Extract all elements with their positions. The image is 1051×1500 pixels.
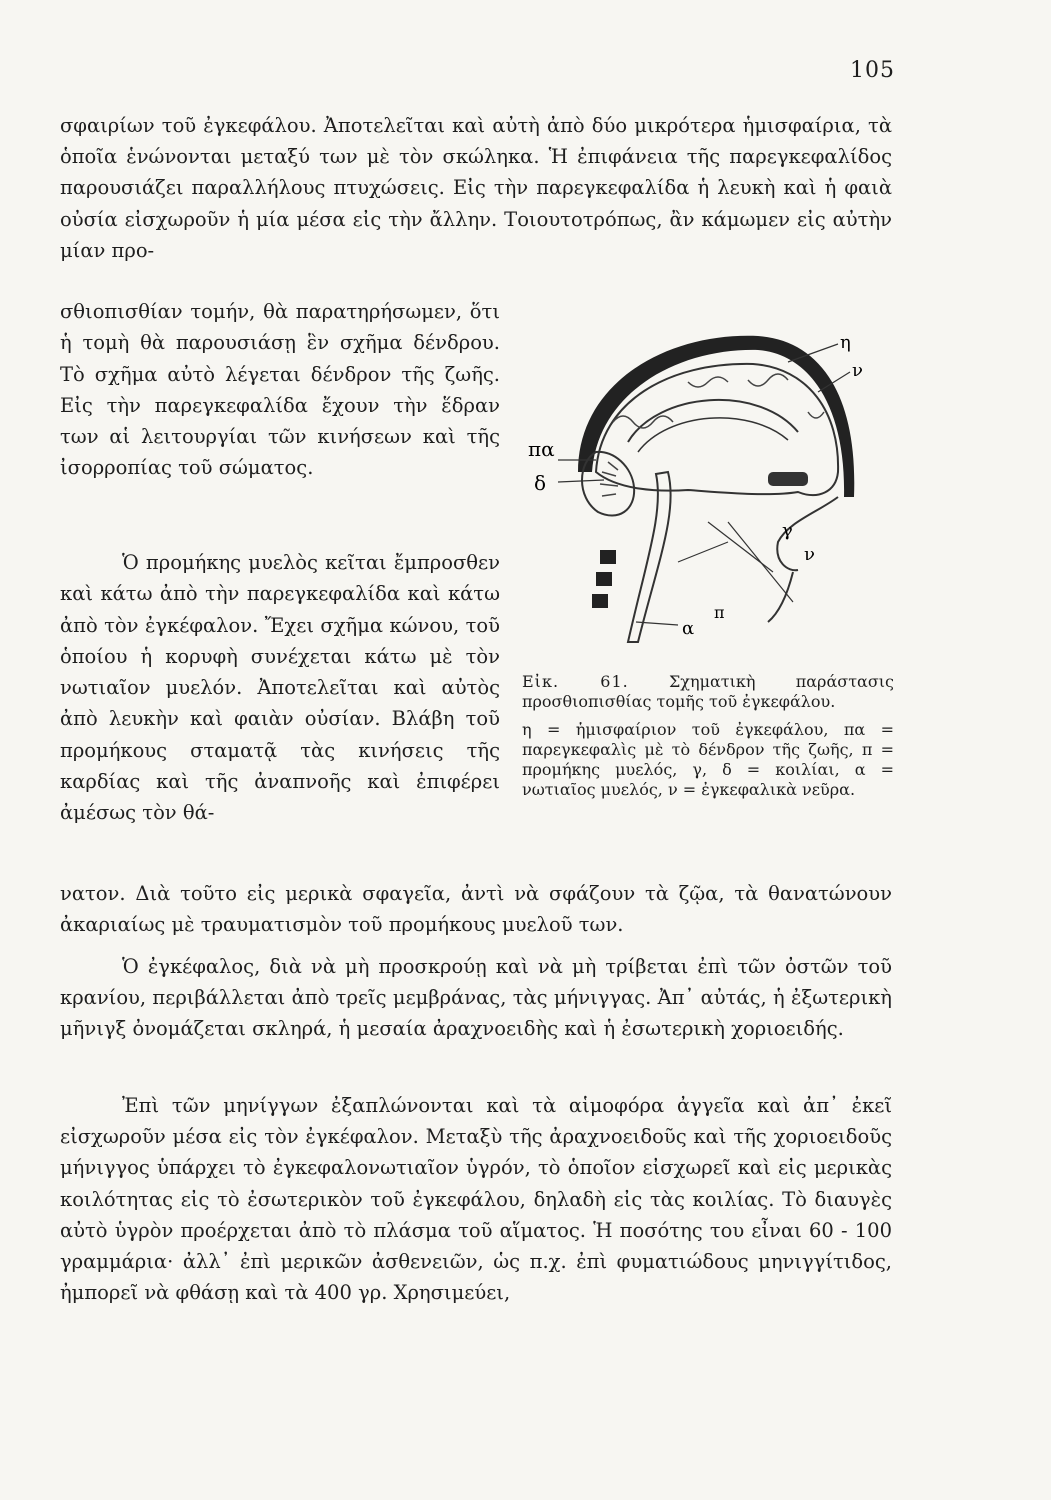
label-delta: δ	[534, 471, 547, 495]
label-pa: πα	[528, 437, 555, 461]
vertebra	[592, 594, 608, 608]
brain-section-drawing	[518, 322, 898, 662]
inner-arc	[638, 418, 788, 452]
caption-title-rest: Σχηματικὴ παράστασις προσθιοπισθίας τομῆς τοῦ ἐγκεφάλου.	[522, 672, 894, 711]
paragraph-meninges: Ὁ ἐγκέφαλος, διὰ νὰ μὴ προσκρούῃ καὶ νὰ μὴ τρίβεται ἐπὶ τῶν ὀστῶν τοῦ κρανίου, περιβάλλεται ἀπὸ τρεῖς μεμβράνας, τὰς μήνιγγας. Ἀπ᾽ αὐτάς, ἡ ἐξωτερικὴ μῆνιγξ ὀνομάζεται σκληρά, ἡ μεσαία ἀραχνοειδὴς καὶ ἡ ἐσωτερικὴ χοριοειδής.	[60, 955, 892, 1041]
caption-title-lead: Εἰκ. 61.	[522, 672, 629, 691]
paragraph-medulla-continued: νατον. Διὰ τοῦτο εἰς μερικὰ σφαγεῖα, ἀντὶ νὰ σφάζουν τὰ ζῷα, τὰ θανατώνουν ἀκαριαίως μὲ τραυματισμὸν τοῦ προμήκους μυελοῦ των.	[60, 882, 892, 937]
label-pi: π	[714, 603, 725, 622]
page-number: 105	[850, 58, 895, 83]
label-gamma: γ	[782, 520, 793, 541]
brain-section-figure	[518, 322, 898, 662]
label-nu-top: ν	[852, 360, 863, 381]
label-eta: η	[840, 332, 851, 353]
caption-legend: η = ἡμισφαίριον τοῦ ἐγκεφάλου, πα = παρεγκεφαλὶς μὲ τὸ δένδρον τῆς ζωῆς, π = προμήκης μυελός, γ, δ = κοιλίαι, α = νωτιαῖος μυελός, ν = ἐγκεφαλικὰ νεῦρα.	[522, 720, 894, 799]
paragraph-cerebellum-intro: σφαιρίων τοῦ ἐγκεφάλου. Ἀποτελεῖται καὶ αὐτὴ ἀπὸ δύο μικρότερα ἡμισφαίρια, τὰ ὁποῖα ἑνώνονται μεταξύ των μὲ τὸν σκώληκα. Ἡ ἐπιφάνεια τῆς παρεγκεφαλίδος παρουσιάζει παραλλήλους πτυχώσεις. Εἰς τὴν παρεγκεφαλίδα ἡ λευκὴ καὶ ἡ φαιὰ οὐσία εἰσχωροῦν ἡ μία μέσα εἰς τὴν ἄλλην. Τοιουτοτρόπως, ἂν κάμωμεν εἰς αὐτὴν μίαν προ-	[60, 114, 892, 262]
gyri	[613, 374, 824, 428]
figure-caption	[522, 672, 894, 800]
paragraph-cerebrospinal-fluid: Ἐπὶ τῶν μηνίγγων ἐξαπλώνονται καὶ τὰ αἱμοφόρα ἀγγεῖα καὶ ἀπ᾽ ἐκεῖ εἰσχωροῦν μέσα εἰς τὸν ἐγκέφαλον. Μεταξὺ τῆς ἀραχνοειδοῦς καὶ τῆς χοριοειδοῦς μήνιγγος ὑπάρχει τὸ ἐγκεφαλονωτιαῖον ὑγρόν, τὸ ὁποῖον εἰσχωρεῖ καὶ εἰς μερικὰς κοιλότητας εἰς τὸ ἐσωτερικὸν τοῦ ἐγκεφάλου, δηλαδὴ εἰς τὰς κοιλίας. Τὸ διαυγὲς αὐτὸ ὑγρὸν προέρχεται ἀπὸ τὸ πλάσμα τοῦ αἵματος. Ἡ ποσότης του εἶναι 60 - 100 γραμμάρια· ἀλλ᾽ ἐπὶ μερικῶν ἀσθενειῶν, ὡς π.χ. ἐπὶ φυματιώδους μηνιγγίτιδος, ἠμπορεῖ νὰ φθάσῃ καὶ τὰ 400 γρ. Χρησιμεύει,	[60, 1094, 892, 1305]
ventricle	[768, 472, 808, 486]
label-nu-bottom: ν	[804, 544, 815, 565]
paragraph-cerebellum-section: σθιοπισθίαν τομήν, θὰ παρατηρήσωμεν, ὅτι ἡ τομὴ θὰ παρουσιάσῃ ἓν σχῆμα δένδρου. Τὸ σχῆμα αὐτὸ λέγεται δένδρον τῆς ζωῆς. Εἰς τὴν παρεγκεφαλίδα ἔχουν τὴν ἕδραν των αἱ λειτουργίαι τῶν κινήσεων καὶ τῆς ἰσορροπίας τοῦ σώματος.	[60, 300, 500, 480]
face-profile	[768, 497, 838, 622]
paragraph-medulla: Ὁ προμήκης μυελὸς κεῖται ἔμπροσθεν καὶ κάτω ἀπὸ τὴν παρεγκεφαλίδα καὶ κάτω ἀπὸ τὸν ἐγκέφαλον. Ἔχει σχῆμα κώνου, τοῦ ὁποίου ἡ κορυφὴ συνέχεται κάτω μὲ τὸν νωτιαῖον μυελόν. Ἀποτελεῖται καὶ αὐτὸς ἀπὸ λευκὴν καὶ φαιὰν οὐσίαν. Βλάβη τοῦ προμήκους σταματᾷ τὰς κινήσεις τῆς καρδίας καὶ τῆς ἀναπνοῆς καὶ ἐπιφέρει ἀμέσως τὸν θά-	[60, 551, 500, 825]
vertebra	[600, 550, 616, 564]
vertebra	[596, 572, 612, 586]
label-alpha: α	[682, 618, 695, 639]
